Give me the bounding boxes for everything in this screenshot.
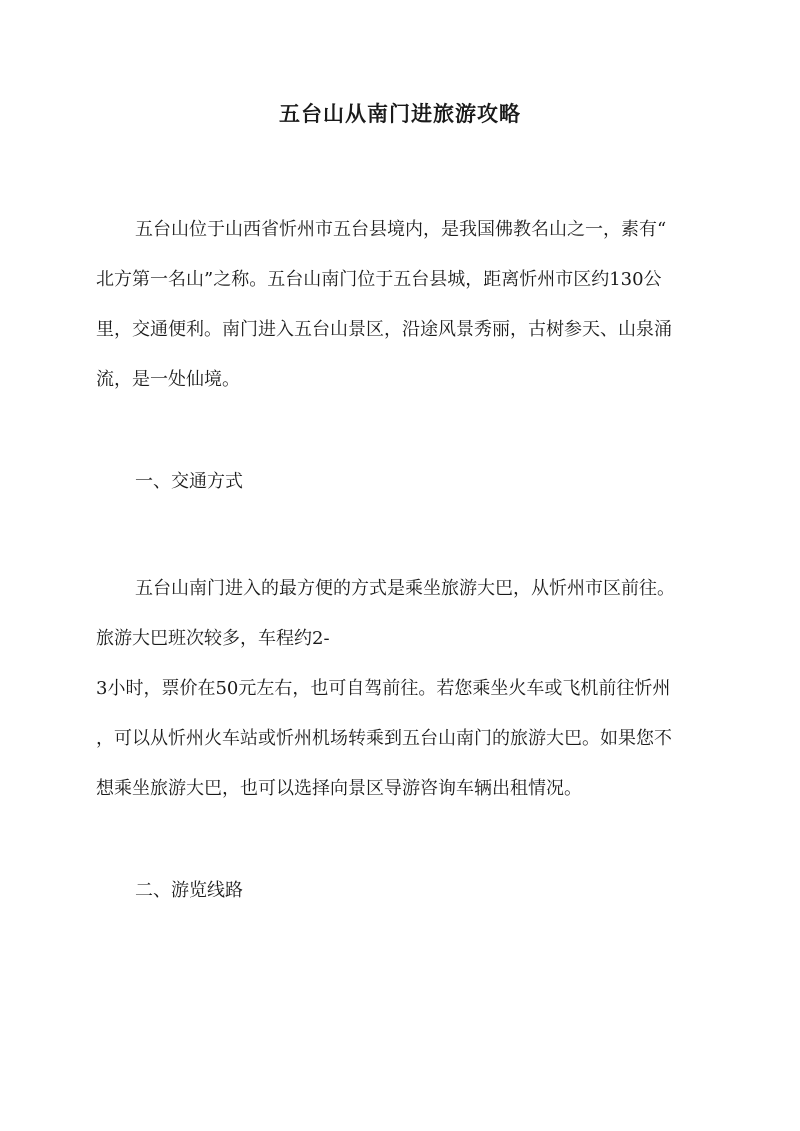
section-heading-transport: 一、交通方式 xyxy=(135,471,243,492)
transport-line: 旅游大巴班次较多，车程约2- xyxy=(96,628,330,649)
intro-line: 北方第一名山”之称。五台山南门位于五台县城，距离忻州市区约130公 xyxy=(96,269,662,290)
intro-line: 五台山位于山西省忻州市五台县境内，是我国佛教名山之一，素有“ xyxy=(135,219,667,240)
transport-line: 五台山南门进入的最方便的方式是乘坐旅游大巴，从忻州市区前往。 xyxy=(135,578,675,599)
document-title: 五台山从南门进旅游攻略 xyxy=(279,101,521,126)
transport-line: 3小时，票价在50元左右，也可自驾前往。若您乘坐火车或飞机前往忻州 xyxy=(96,678,671,699)
intro-line: 流，是一处仙境。 xyxy=(96,369,240,390)
transport-line: 想乘坐旅游大巴，也可以选择向景区导游咨询车辆出租情况。 xyxy=(96,778,582,799)
section-heading-routes: 二、游览线路 xyxy=(135,880,243,901)
intro-line: 里，交通便利。南门进入五台山景区，沿途风景秀丽，古树参天、山泉涌 xyxy=(96,319,672,340)
transport-line: ，可以从忻州火车站或忻州机场转乘到五台山南门的旅游大巴。如果您不 xyxy=(96,728,672,749)
